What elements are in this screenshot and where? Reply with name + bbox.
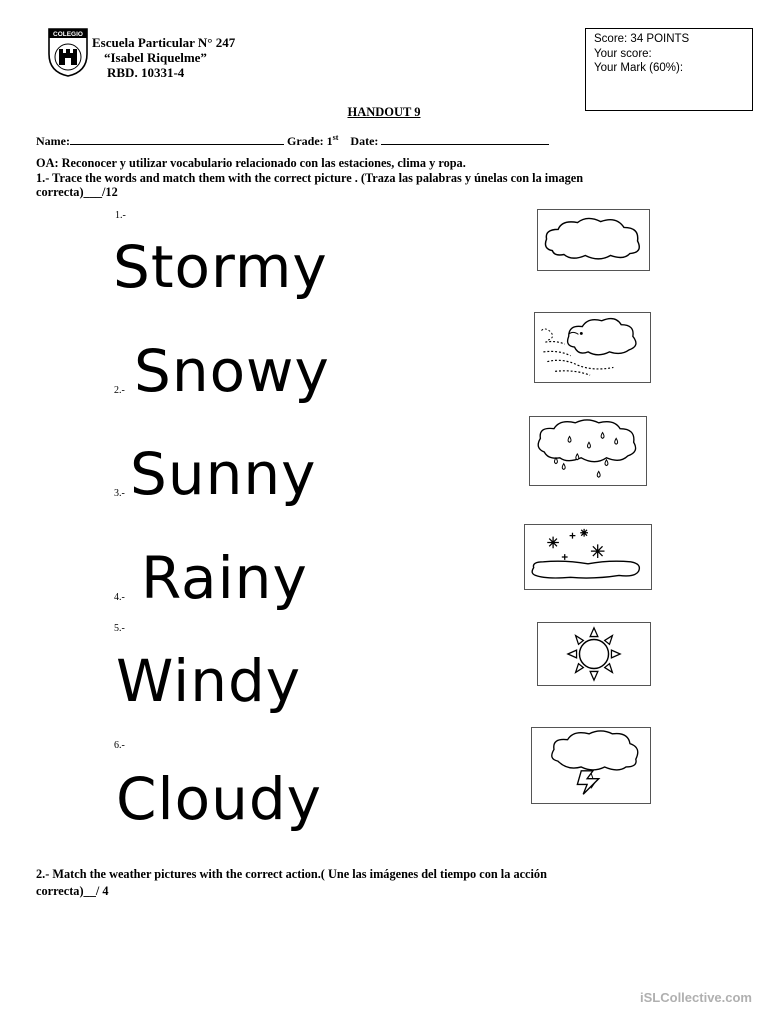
trace-word-rainy: Rainy <box>141 544 308 612</box>
exercise2-instruction: 2.- Match the weather pictures with the correct action.( Une las imágenes del tiempo con la acción <box>36 867 547 881</box>
school-quote: “Isabel Riquelme” <box>104 50 207 65</box>
exercise1-instruction-cont: correcta)___/12 <box>36 185 118 199</box>
storm-icon <box>532 728 650 803</box>
windy-picture[interactable] <box>534 312 651 383</box>
sunny-picture[interactable] <box>537 622 651 686</box>
stormy-picture[interactable] <box>531 727 651 804</box>
sun-icon <box>538 623 650 685</box>
item-number: 1.- <box>115 210 126 221</box>
grade-sup: st <box>332 133 339 142</box>
watermark: iSLCollective.com <box>640 990 752 1005</box>
your-score: Your score: <box>594 47 652 60</box>
trace-word-windy: Windy <box>116 647 302 715</box>
page-title: HANDOUT 9 <box>347 105 421 119</box>
date-blank[interactable] <box>381 134 549 145</box>
school-rbd: RBD. 10331-4 <box>107 65 185 80</box>
exercise1-instruction: 1.- Trace the words and match them with the correct picture . (Traza las palabras y únelas con la imagen <box>36 171 584 185</box>
trace-word-cloudy: Cloudy <box>116 765 322 833</box>
name-label: Name: <box>36 134 70 148</box>
oa-objective: OA: Reconocer y utilizar vocabulario relacionado con las estaciones, clima y ropa. <box>36 156 466 170</box>
date-label: Date: <box>350 134 379 148</box>
rain-cloud-icon <box>530 417 646 485</box>
grade-label: Grade: 1 <box>286 134 333 148</box>
snowy-picture[interactable] <box>524 524 652 590</box>
item-number: 4.- <box>114 592 125 603</box>
item-number: 2.- <box>114 385 125 396</box>
name-grade-date-line <box>36 133 549 149</box>
your-mark: Your Mark (60%): <box>594 62 684 74</box>
trace-word-snowy: Snowy <box>134 337 330 405</box>
cloud-icon <box>538 210 649 270</box>
school-name: Escuela Particular N° 247 <box>92 35 236 50</box>
logo-text: COLEGIO <box>53 31 83 38</box>
trace-word-sunny: Sunny <box>130 440 317 508</box>
item-number: 3.- <box>114 488 125 499</box>
wind-cloud-icon <box>535 313 650 382</box>
score-box <box>585 28 753 111</box>
item-number: 5.- <box>114 623 125 634</box>
item-number: 6.- <box>114 740 125 751</box>
snow-icon <box>525 525 651 589</box>
trace-word-stormy: Stormy <box>113 233 328 301</box>
score-total: Score: 34 POINTS <box>594 33 690 45</box>
cloudy-picture[interactable] <box>537 209 650 271</box>
school-logo <box>46 26 90 78</box>
name-blank[interactable] <box>70 134 284 145</box>
exercise2-instruction-cont: correcta)__/ 4 <box>36 884 109 898</box>
rainy-picture[interactable] <box>529 416 647 486</box>
